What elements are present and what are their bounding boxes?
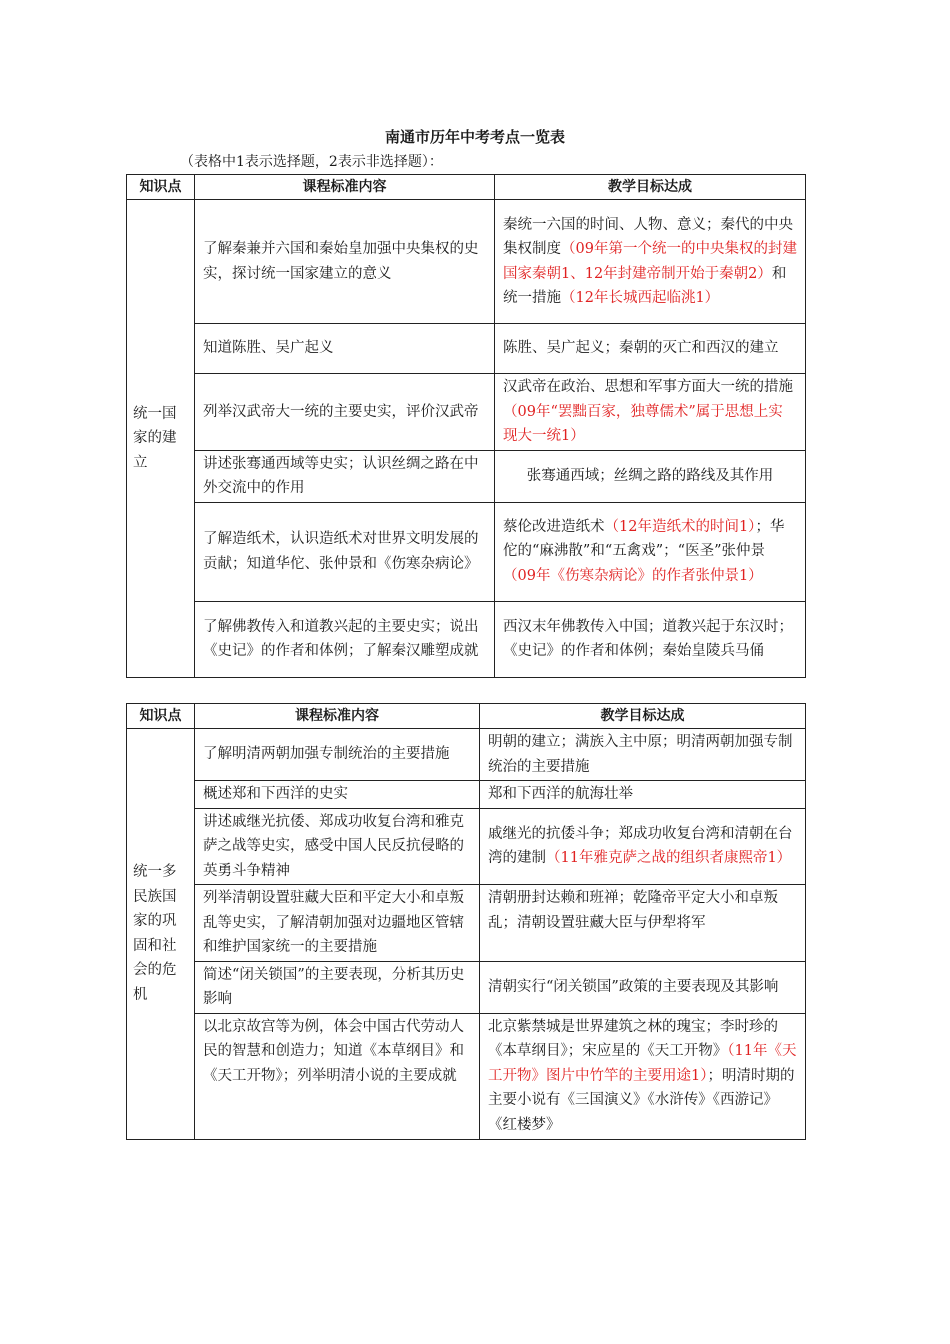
table-row [127,502,806,601]
goal-text: 秦统一六国的时间、人物、意义；秦代的中央集权制度 [503,216,793,257]
goal-cell [480,885,806,962]
standard-cell: 列举清朝设置驻藏大臣和平定大小和卓叛乱等史实，了解清朝加强对边疆地区管辖和维护国家统一的主要措施 [195,885,480,962]
table-row [127,601,806,677]
curriculum-table-1 [126,174,806,678]
goal-text: 张骞通西域；丝绸之路的路线及其作用 [526,467,774,484]
header-standard: 课程标准内容 [195,704,480,729]
table-header-row [127,704,806,729]
standard-cell: 讲述张骞通西域等史实；认识丝绸之路在中外交流中的作用 [195,450,495,502]
goal-text: 陈胜、吴广起义；秦朝的灭亡和西汉的建立 [503,340,779,357]
goal-text: 清朝册封达赖和班禅；乾隆帝平定大小和卓叛乱；清朝设置驻藏大臣与伊犁将军 [488,890,778,931]
exam-note: （09年《伤寒杂病论》的作者张仲景1） [503,567,763,584]
goal-cell [495,374,806,451]
goal-text: 北京紫禁城是世界建筑之林的瑰宝；李时珍的《本草纲目》；宋应星的《天工开物》 [488,1018,778,1060]
table-row [127,1013,806,1139]
goal-cell [495,324,806,374]
page-title: 南通市历年中考考点一览表 [384,128,565,146]
exam-note: （12年造纸术的时间1） [604,518,756,535]
table-row [127,961,806,1013]
goal-cell [495,601,806,677]
goal-cell [480,808,806,885]
goal-text: 西汉末年佛教传入中国；道教兴起于东汉时；《史记》的作者和体例；秦始皇陵兵马俑 [503,618,793,659]
exam-note: （09年“罢黜百家，独尊儒术”属于思想上实现大一统1） [503,403,783,444]
goal-text: ；华佗的“麻沸散”和“五禽戏”；“医圣”张仲景 [503,518,785,560]
goal-text: 和统一措施 [503,265,787,306]
exam-note: （11年《天工开物》图片中竹竿的主要用途1） [488,1043,797,1084]
table-row [127,374,806,451]
header-goal: 教学目标达成 [495,175,806,200]
table-row [127,808,806,885]
exam-note: （12年长城西起临洮1） [561,290,720,306]
table-row [127,200,806,324]
exam-note: （11年雅克萨之战的组织者康熙帝1） [546,850,792,867]
goal-text: 清朝实行“闭关锁国”政策的主要表现及其影响 [488,978,779,995]
standard-cell: 讲述戚继光抗倭、郑成功收复台湾和雅克萨之战等史实，感受中国人民反抗侵略的英勇斗争精神 [195,808,480,885]
header-topic: 知识点 [127,175,195,200]
table-note: （表格中1表示选择题，2表示非选择题）： [180,154,443,170]
goal-cell [480,961,806,1013]
table-row [127,729,806,781]
topic-cell: 统一国家的建立 [127,200,195,678]
standard-cell: 了解佛教传入和道教兴起的主要史实；说出《史记》的作者和体例；了解秦汉雕塑成就 [195,601,495,677]
goal-cell [480,729,806,781]
header-standard: 课程标准内容 [195,175,495,200]
goal-cell [480,781,806,809]
goal-text: 蔡伦改进造纸术 [503,518,605,535]
exam-note: （09年第一个统一的中央集权的封建国家秦朝1、12年封建帝制开始于秦朝2） [503,241,797,282]
standard-cell: 了解造纸术，认识造纸术对世界文明发展的贡献；知道华佗、张仲景和《伤寒杂病论》 [195,502,495,601]
table-row [127,781,806,809]
table-header-row [127,175,806,200]
goal-text: 明朝的建立；满族入主中原；明清两朝加强专制统治的主要措施 [488,734,793,775]
goal-text: 郑和下西洋的航海壮举 [488,786,633,802]
header-goal: 教学目标达成 [480,704,806,729]
standard-cell: 知道陈胜、吴广起义 [195,324,495,374]
standard-cell: 概述郑和下西洋的史实 [195,781,480,809]
curriculum-table-2 [126,703,806,1140]
goal-text: 汉武帝在政治、思想和军事方面大一统的措施 [503,379,793,395]
header-topic: 知识点 [127,704,195,729]
goal-cell [495,502,806,601]
goal-text: ；明清时期的主要小说有《三国演义》《水浒传》《西游记》《红楼梦》 [488,1067,795,1133]
standard-cell: 简述“闭关锁国”的主要表现，分析其历史影响 [195,961,480,1013]
goal-cell [480,1013,806,1139]
goal-cell [495,450,806,502]
standard-cell: 列举汉武帝大一统的主要史实，评价汉武帝 [195,374,495,451]
goal-cell [495,200,806,324]
goal-text: 戚继光的抗倭斗争；郑成功收复台湾和清朝在台湾的建制 [488,825,793,867]
table-row [127,450,806,502]
standard-cell: 以北京故宫等为例，体会中国古代劳动人民的智慧和创造力；知道《本草纲目》和《天工开物》；列举明清小说的主要成就 [195,1013,480,1139]
topic-cell: 统一多民族国家的巩固和社会的危机 [127,729,195,1140]
standard-cell: 了解明清两朝加强专制统治的主要措施 [195,729,480,781]
standard-cell: 了解秦兼并六国和秦始皇加强中央集权的史实，探讨统一国家建立的意义 [195,200,495,324]
table-row [127,324,806,374]
table-row [127,885,806,962]
